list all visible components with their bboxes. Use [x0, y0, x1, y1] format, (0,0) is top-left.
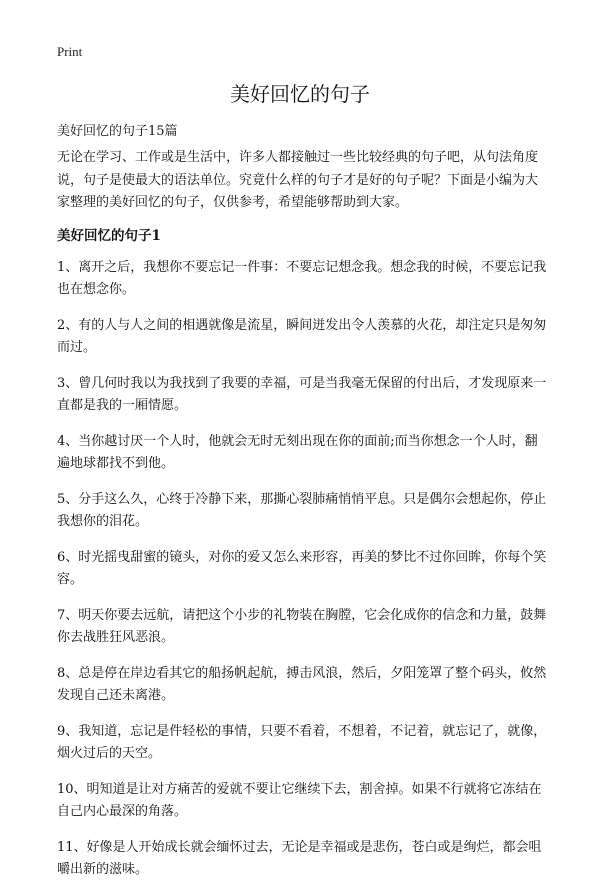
section-heading: 美好回忆的句子1: [57, 227, 161, 244]
list-item: 2、有的人与人之间的相遇就像是流星，瞬间迸发出令人羡慕的火花，却注定只是匆匆而过。: [57, 317, 547, 355]
intro-paragraph: 无论在学习、工作或是生活中，许多人都接触过一些比较经典的句子吧，从句法角度说，句子是使最大的语法单位。究竟什么样的句子才是好的句子呢？下面是小编为大家整理的美好回忆的句子，仅供参考，希望能够帮助到大家。: [57, 150, 539, 210]
list-item: 6、时光摇曳甜蜜的镜头，对你的爱又怎么来形容，再美的梦比不过你回眸，你每个笑容。: [57, 549, 547, 587]
article-body: [57, 147, 549, 895]
list-item: 1、离开之后，我想你不要忘记一件事：不要忘记想念我。想念我的时候，不要忘记我也在想念你。: [57, 259, 547, 297]
list-item: 5、分手这么久，心终于冷静下来，那撕心裂肺痛悄悄平息。只是偶尔会想起你，停止我想你的泪花。: [57, 491, 547, 529]
article-subtitle: 美好回忆的句子15篇: [57, 124, 178, 139]
list-item: 10、明知道是让对方痛苦的爱就不要让它继续下去，割舍掉。如果不行就将它冻结在自己内心最深的角落。: [57, 781, 542, 819]
print-link[interactable]: Print: [57, 44, 83, 59]
list-item: 8、总是停在岸边看其它的船扬帆起航，搏击风浪，然后，夕阳笼罩了整个码头，攸然发现自己还未离港。: [57, 665, 547, 703]
list-item: 3、曾几何时我以为我找到了我要的幸福，可是当我毫无保留的付出后，才发现原来一直都是我的一厢情愿。: [57, 375, 547, 413]
list-item: 7、明天你要去远航，请把这个小步的礼物装在胸膛，它会化成你的信念和力量，鼓舞你去战胜狂风恶浪。: [57, 607, 547, 645]
list-item: 11、好像是人开始成长就会缅怀过去，无论是幸福或是悲伤，苍白或是绚烂，都会咀嚼出新的滋味。: [57, 839, 542, 877]
list-item: 4、当你越讨厌一个人时，他就会无时无刻出现在你的面前;而当你想念一个人时，翻遍地球都找不到他。: [57, 433, 538, 471]
list-item: 9、我知道，忘记是件轻松的事情，只要不看着，不想着，不记着，就忘记了，就像，烟火过后的天空。: [57, 723, 547, 761]
page-title: 美好回忆的句子: [230, 82, 370, 106]
